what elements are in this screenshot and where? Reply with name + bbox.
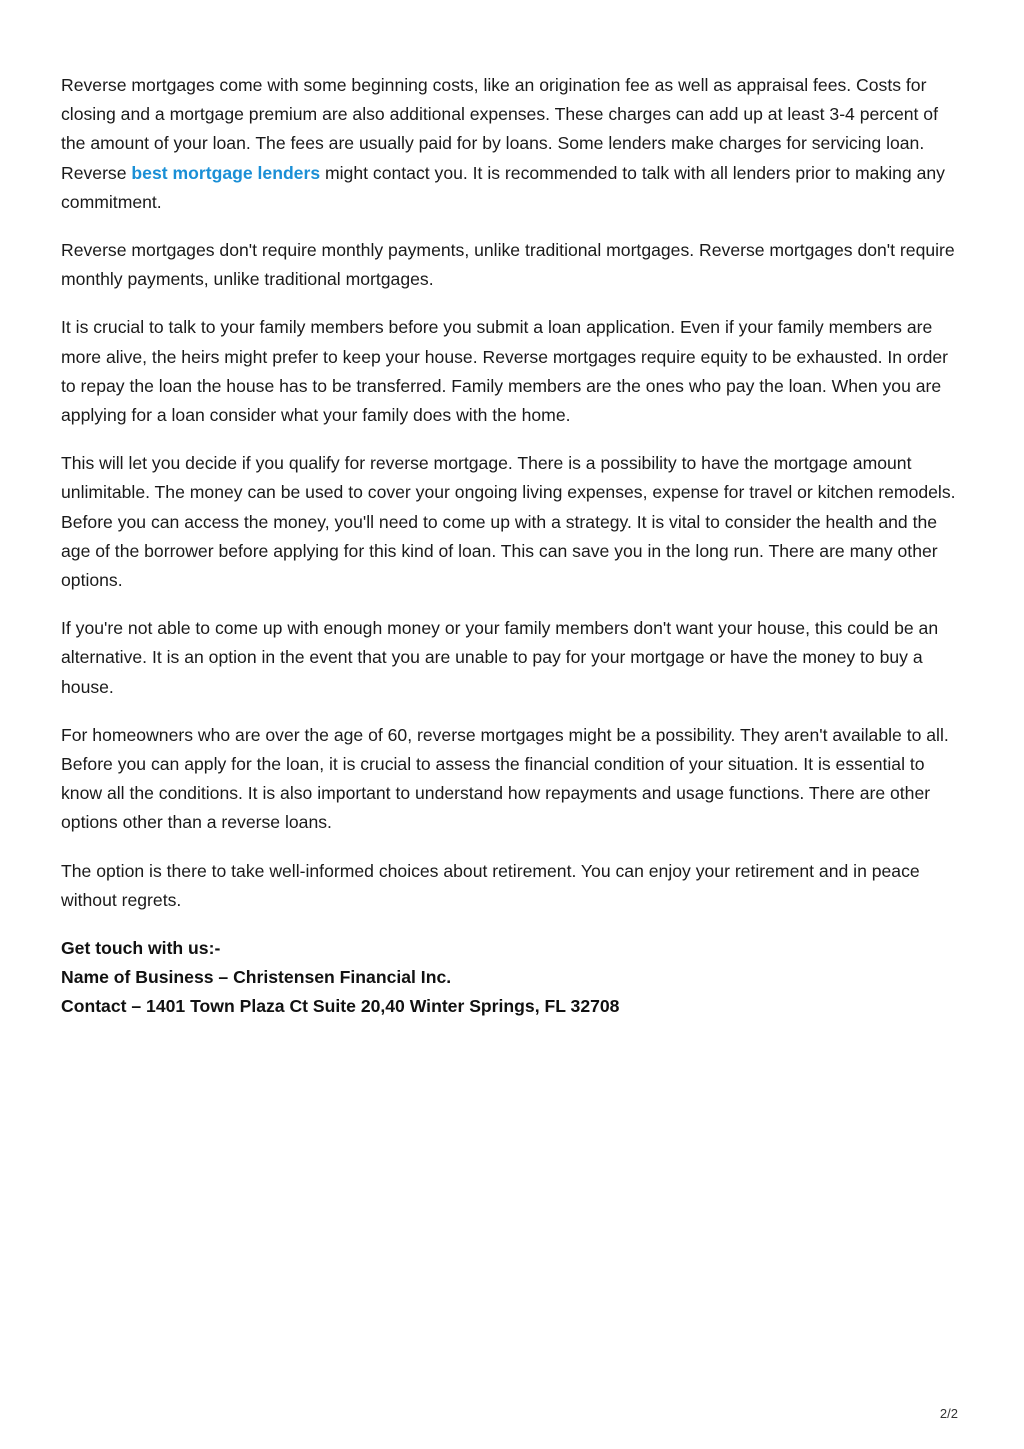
paragraph-monthly-payments: Reverse mortgages don't require monthly payments, unlike traditional mortgages. Reverse mortgages don't require monthly payments, unlike traditional mortgages. xyxy=(61,240,955,290)
paragraph-costs-text-start: Reverse mortgages come with some beginning costs, like an origination fee as well as appraisal fees. Costs for closing and a mortgage premium are also additional expenses. These charges can add up at least 3-4 percent of the amount of your loan. The fees are usually paid for by loans. Some lenders make charges for servicing loan. Reverse xyxy=(61,75,938,183)
document-body xyxy=(61,71,966,1022)
paragraph-family-members: It is crucial to talk to your family members before you submit a loan application. Even if your family members are more alive, the heirs might prefer to keep your house. Reverse mortgages require equity to be exhausted. In order to repay the loan the house has to be transferred. Family members are the ones who pay the loan. When you are applying for a loan consider what your family does with the home. xyxy=(61,317,949,426)
paragraph-costs-text-end: might contact you. It is recommended to talk with all lenders prior to making any commitment. xyxy=(61,162,945,212)
contact-heading: Get touch with us:- xyxy=(61,938,221,959)
business-address: Contact – 1401 Town Plaza Ct Suite 20,40 Winter Springs, FL 32708 xyxy=(61,996,620,1017)
business-name: Name of Business – Christensen Financial Inc. xyxy=(61,967,452,988)
paragraph-costs xyxy=(61,71,966,217)
paragraph-alternative: If you're not able to come up with enough money or your family members don't want your house, this could be an alternative. It is an option in the event that you are unable to pay for your mortgage or have the money to buy a house. xyxy=(61,618,939,697)
paragraph-homeowners-60: For homeowners who are over the age of 60, reverse mortgages might be a possibility. They aren't available to all. Before you can apply for the loan, it is crucial to assess the financial condition of your situation. It is essential to know all the conditions. It is also important to understand how repayments and usage functions. There are other options other than a reverse loans. xyxy=(61,724,949,833)
contact-block xyxy=(61,934,966,1022)
paragraph-qualify: This will let you decide if you qualify for reverse mortgage. There is a possibility to have the mortgage amount unlimitable. The money can be used to cover your ongoing living expenses, expense for travel or kitchen remodels. Before you can access the money, you'll need to come up with a strategy. It is vital to consider the health and the age of the borrower before applying for this kind of loan. This can save you in the long run. There are many other options. xyxy=(61,453,956,591)
best-mortgage-lenders-link[interactable]: best mortgage lenders xyxy=(131,162,321,183)
paragraph-retirement: The option is there to take well-informed choices about retirement. You can enjoy your retirement and in peace without regrets. xyxy=(61,860,920,910)
page-number: 2/2 xyxy=(939,1406,958,1421)
